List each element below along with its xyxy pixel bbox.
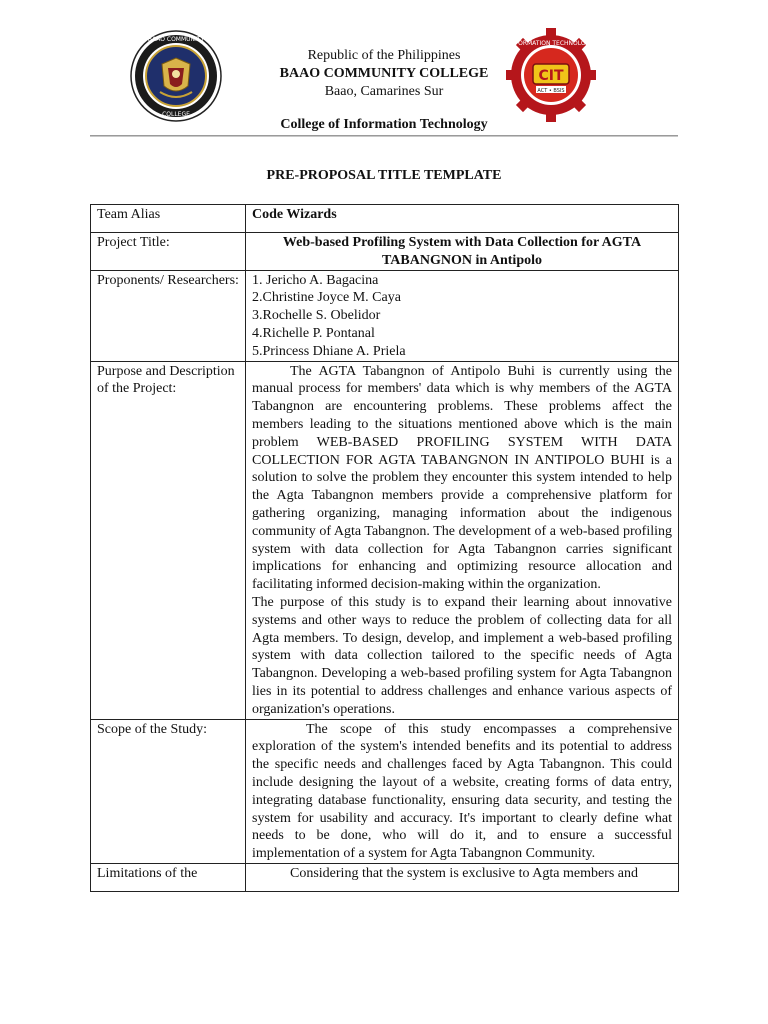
purpose-label: Purpose and Description of the Project: xyxy=(91,361,246,719)
document-header xyxy=(0,0,768,140)
project-title-value: Web-based Profiling System with Data Collection for AGTA TABANGNON in Antipolo xyxy=(246,233,679,271)
institution-block xyxy=(240,47,528,101)
baao-community-college-seal-icon xyxy=(130,30,222,122)
table-row xyxy=(91,361,679,719)
scope-text: The scope of this study encompasses a comprehensive exploration of the system's intended benefits and its potential to address the specific needs and challenges faced by Agta Tabangnon. This could include designing the layout of a website, creating forms of data entry, integrating database functionality, ensuring data security, and testing the system for usability and accuracy. It's important to clearly define what needs to be done, who will do it, and to ensure a successful implementation of a system for Agta Tabangnon Community. xyxy=(246,719,679,863)
college-name: BAAO COMMUNITY COLLEGE xyxy=(279,66,489,81)
scope-label: Scope of the Study: xyxy=(91,719,246,863)
header-divider xyxy=(90,135,678,137)
document-title: PRE-PROPOSAL TITLE TEMPLATE xyxy=(266,168,502,183)
limitations-label: Limitations of the xyxy=(91,863,246,891)
cit-logo-ring-text: INFORMATION TECHNOLOGY xyxy=(508,40,594,47)
cit-logo-badge: CIT xyxy=(538,68,564,84)
table-row xyxy=(91,863,679,891)
project-title-label: Project Title: xyxy=(91,233,246,271)
purpose-paragraph-2: The purpose of this study is to expand their learning about innovative systems and other ways to reduce the problem of collecting data for all Agta members. To design, develop, and implement a web-based profiling system with data collection tailored to the specific needs of Agta Tabangnon. Developing a web-based profiling system for Agta Tabangnon lies in its potential to address challenges and enhance various aspects of organization's operations. xyxy=(252,594,672,717)
proponent-name: 4.Richelle P. Pontanal xyxy=(252,325,375,341)
purpose-paragraph-1: The AGTA Tabangnon of Antipolo Buhi is currently using the manual process for members' data which is why members of the AGTA Tabangnon are encountering problems. These problems affect the members leading to the situations mentioned above which is the main problem WEB-BASED PROFILING SYSTEM WITH DATA COLLECTION FOR AGTA TABANGNON IN ANTIPOLO BUHI is a solution to solve the problem they encounter this system intended to help the Agta Tabangnon members provide a comprehensive platform for gathering organizing, managing information about the indigenous community of Agta Tabangnon. The development of a web-based profiling system with data collection for Agta Tabangnon carries significant implications for enhancing and optimizing resource allocation and facilitating informed decision-making within the organization. xyxy=(252,363,672,593)
proposal-table xyxy=(90,204,679,892)
team-alias-label: Team Alias xyxy=(91,205,246,233)
proponent-name: 1. Jericho A. Bagacina xyxy=(252,272,379,288)
cit-logo-motto: ACT • BSIS xyxy=(537,88,565,94)
team-alias-value: Code Wizards xyxy=(246,205,679,233)
proponent-name: 3.Rochelle S. Obelidor xyxy=(252,308,381,324)
table-row xyxy=(91,205,679,233)
proponents-list xyxy=(246,270,679,361)
proponents-label: Proponents/ Researchers: xyxy=(91,270,246,361)
purpose-description xyxy=(246,361,679,719)
college-location: Baao, Camarines Sur xyxy=(324,84,444,99)
proponent-name: 2.Christine Joyce M. Caya xyxy=(252,290,401,306)
svg-text:COLLEGE: COLLEGE xyxy=(162,111,190,118)
limitations-text: Considering that the system is exclusive to Agta members and xyxy=(246,863,679,891)
department-name: College of Information Technology xyxy=(280,117,488,132)
table-row xyxy=(91,233,679,271)
svg-text:BAAO COMMUNITY: BAAO COMMUNITY xyxy=(147,36,205,43)
table-row xyxy=(91,270,679,361)
republic-line: Republic of the Philippines xyxy=(307,48,461,63)
proponent-name: 5.Princess Dhiane A. Priela xyxy=(252,343,406,359)
table-row xyxy=(91,719,679,863)
